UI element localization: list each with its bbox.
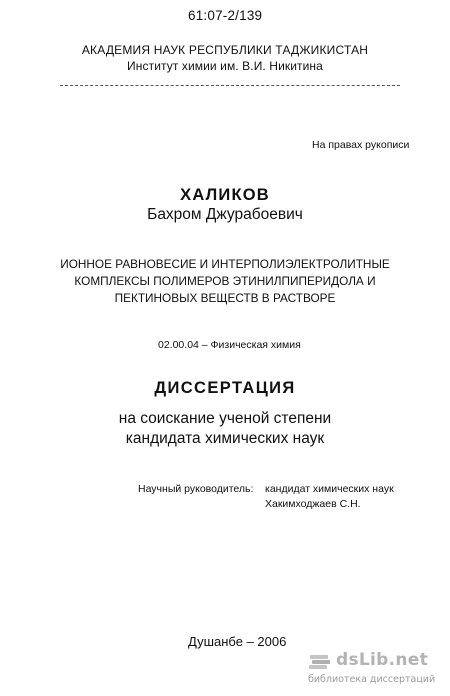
thesis-title-line: КОМПЛЕКСЫ ПОЛИМЕРОВ ЭТИНИЛПИПЕРИДОЛА И bbox=[74, 274, 376, 288]
advisor-name: Хакимходжаев С.Н. bbox=[265, 498, 361, 510]
header-divider bbox=[60, 85, 400, 86]
specialty-code: 02.00.04 – Физическая химия bbox=[158, 339, 301, 351]
thesis-title-line: ПЕКТИНОВЫХ ВЕЩЕСТВ В РАСТВОРЕ bbox=[114, 291, 336, 305]
institute-name: Институт химии им. В.И. Никитина bbox=[127, 59, 323, 73]
watermark-site-name: dsLib.net bbox=[336, 650, 429, 670]
advisor-degree: кандидат химических наук bbox=[265, 483, 394, 495]
watermark-caption: библиотека диссертаций bbox=[308, 674, 436, 685]
degree-line: кандидата химических наук bbox=[125, 430, 325, 447]
place-and-year: Душанбе – 2006 bbox=[188, 634, 287, 649]
book-stack-icon bbox=[308, 652, 332, 672]
manuscript-note: На правах рукописи bbox=[312, 139, 410, 151]
advisor-label: Научный руководитель: bbox=[138, 483, 254, 495]
reference-number: 61:07-2/139 bbox=[188, 8, 263, 23]
author-given-names: Бахром Джурабоевич bbox=[147, 206, 303, 223]
degree-line: на соискание ученой степени bbox=[118, 410, 332, 427]
author-surname: ХАЛИКОВ bbox=[180, 186, 270, 204]
thesis-title-line: ИОННОЕ РАВНОВЕСИЕ И ИНТЕРПОЛИЭЛЕКТРОЛИТНЫЕ bbox=[60, 257, 390, 271]
dslib-watermark[interactable] bbox=[308, 648, 448, 694]
document-type: ДИССЕРТАЦИЯ bbox=[154, 379, 296, 397]
academy-name: АКАДЕМИЯ НАУК РЕСПУБЛИКИ ТАДЖИКИСТАН bbox=[81, 43, 369, 57]
